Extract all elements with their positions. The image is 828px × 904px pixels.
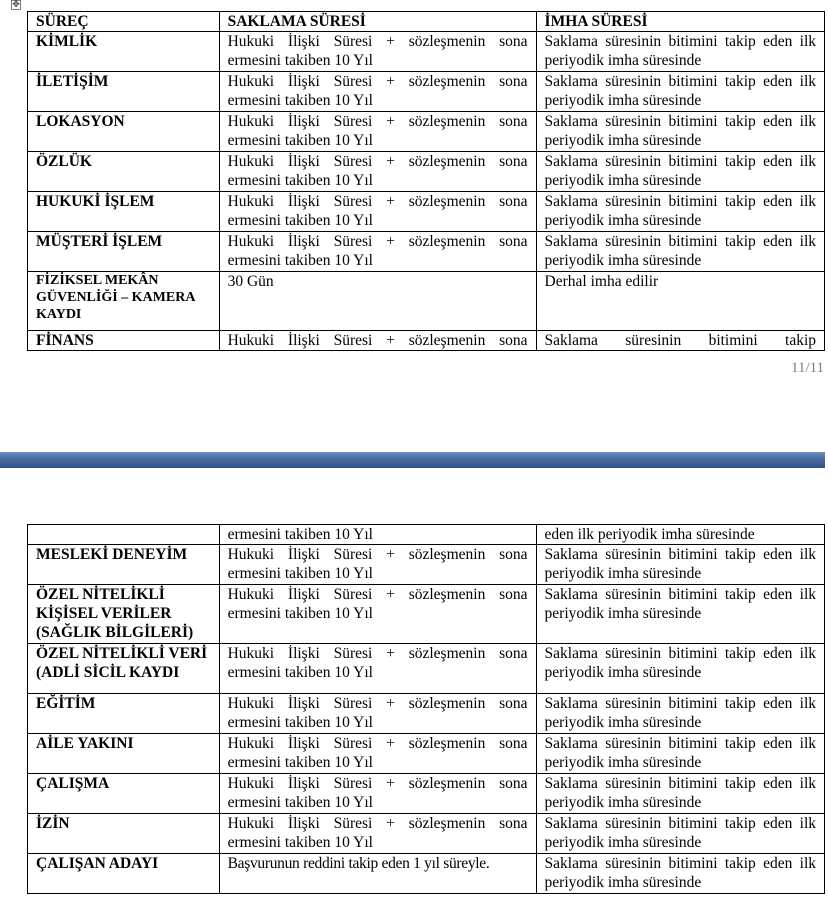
process-cell: ÇALIŞMA [28,774,220,814]
table-row [28,192,825,232]
disposal-cell: Saklama süresinin bitimini takip eden ilk periyodik imha süresinde [536,644,824,694]
process-cell: FİNANS [28,331,220,351]
header-process: SÜREÇ [28,12,220,32]
table-move-handle-icon[interactable]: ✥ [12,0,20,10]
disposal-cell: eden ilk periyodik imha süresinde [536,525,824,545]
process-cell: AİLE YAKINI [28,734,220,774]
page-separator [0,452,828,468]
table-row [28,232,825,272]
disposal-cell: Saklama süresinin bitimini takip eden ilk periyodik imha süresinde [536,32,824,72]
process-cell: MÜŞTERİ İŞLEM [28,232,220,272]
page-number: 11/11 [791,360,825,376]
disposal-cell: Saklama süresinin bitimini takip [536,331,824,351]
process-cell: ÇALIŞAN ADAYI [28,854,220,894]
table-row [28,585,825,644]
process-cell: FİZİKSEL MEKÂN GÜVENLİĞİ – KAMERA KAYDI [28,272,220,331]
retention-cell: Hukuki İlişki Süresi + sözleşmenin sona ermesini takiben 10 Yıl [219,734,536,774]
table-row [28,152,825,192]
table-row [28,545,825,585]
retention-cell: Hukuki İlişki Süresi + sözleşmenin sona ermesini takiben 10 Yıl [219,72,536,112]
retention-cell: Hukuki İlişki Süresi + sözleşmenin sona ermesini takiben 10 Yıl [219,644,536,694]
header-disposal: İMHA SÜRESİ [536,12,824,32]
process-cell: HUKUKİ İŞLEM [28,192,220,232]
table-row [28,774,825,814]
retention-cell: ermesini takiben 10 Yıl [219,525,536,545]
process-cell: ÖZEL NİTELİKLİ VERİ (ADLİ SİCİL KAYDI [28,644,220,694]
disposal-cell: Saklama süresinin bitimini takip eden ilk periyodik imha süresinde [536,854,824,894]
table-row [28,112,825,152]
table-row [28,272,825,331]
disposal-cell: Saklama süresinin bitimini takip eden ilk periyodik imha süresinde [536,585,824,644]
retention-cell: Başvurunun reddini takip eden 1 yıl süreyle. [219,854,536,894]
disposal-cell: Saklama süresinin bitimini takip eden ilk periyodik imha süresinde [536,112,824,152]
retention-cell: Hukuki İlişki Süresi + sözleşmenin sona ermesini takiben 10 Yıl [219,814,536,854]
table-row [28,694,825,734]
retention-cell: Hukuki İlişki Süresi + sözleşmenin sona ermesini takiben 10 Yıl [219,192,536,232]
table-header-row [28,12,825,32]
retention-cell: Hukuki İlişki Süresi + sözleşmenin sona ermesini takiben 10 Yıl [219,774,536,814]
retention-cell: Hukuki İlişki Süresi + sözleşmenin sona ermesini takiben 10 Yıl [219,152,536,192]
retention-cell: Hukuki İlişki Süresi + sözleşmenin sona ermesini takiben 10 Yıl [219,545,536,585]
disposal-cell: Saklama süresinin bitimini takip eden ilk periyodik imha süresinde [536,545,824,585]
retention-cell: Hukuki İlişki Süresi + sözleşmenin sona ermesini takiben 10 Yıl [219,694,536,734]
retention-table-part-1 [27,11,825,351]
process-cell: ÖZLÜK [28,152,220,192]
process-cell: LOKASYON [28,112,220,152]
disposal-cell: Saklama süresinin bitimini takip eden ilk periyodik imha süresinde [536,192,824,232]
disposal-cell: Saklama süresinin bitimini takip eden ilk periyodik imha süresinde [536,152,824,192]
table-row [28,331,825,351]
table-row [28,814,825,854]
table-row [28,854,825,894]
disposal-cell: Derhal imha edilir [536,272,824,331]
retention-cell: Hukuki İlişki Süresi + sözleşmenin sona ermesini takiben 10 Yıl [219,32,536,72]
process-cell: İZİN [28,814,220,854]
retention-cell: 30 Gün [219,272,536,331]
process-cell [28,525,220,545]
process-cell: KİMLİK [28,32,220,72]
retention-cell: Hukuki İlişki Süresi + sözleşmenin sona ermesini takiben 10 Yıl [219,585,536,644]
table-row [28,32,825,72]
retention-cell: Hukuki İlişki Süresi + sözleşmenin sona [219,331,536,351]
disposal-cell: Saklama süresinin bitimini takip eden ilk periyodik imha süresinde [536,232,824,272]
table-row-continuation [28,525,825,545]
disposal-cell: Saklama süresinin bitimini takip eden ilk periyodik imha süresinde [536,774,824,814]
process-cell: İLETİŞİM [28,72,220,112]
document-page-2 [0,468,828,904]
table-row [28,644,825,694]
process-cell: ÖZEL NİTELİKLİ KİŞİSEL VERİLER (SAĞLIK BİLGİLERİ) [28,585,220,644]
header-retention: SAKLAMA SÜRESİ [219,12,536,32]
process-cell: MESLEKİ DENEYİM [28,545,220,585]
retention-cell: Hukuki İlişki Süresi + sözleşmenin sona ermesini takiben 10 Yıl [219,112,536,152]
table-row [28,72,825,112]
disposal-cell: Saklama süresinin bitimini takip eden ilk periyodik imha süresinde [536,72,824,112]
disposal-cell: Saklama süresinin bitimini takip eden ilk periyodik imha süresinde [536,734,824,774]
disposal-cell: Saklama süresinin bitimini takip eden ilk periyodik imha süresinde [536,694,824,734]
table-row [28,734,825,774]
disposal-cell: Saklama süresinin bitimini takip eden ilk periyodik imha süresinde [536,814,824,854]
process-cell: EĞİTİM [28,694,220,734]
retention-table-part-2 [27,524,825,894]
retention-cell: Hukuki İlişki Süresi + sözleşmenin sona ermesini takiben 10 Yıl [219,232,536,272]
